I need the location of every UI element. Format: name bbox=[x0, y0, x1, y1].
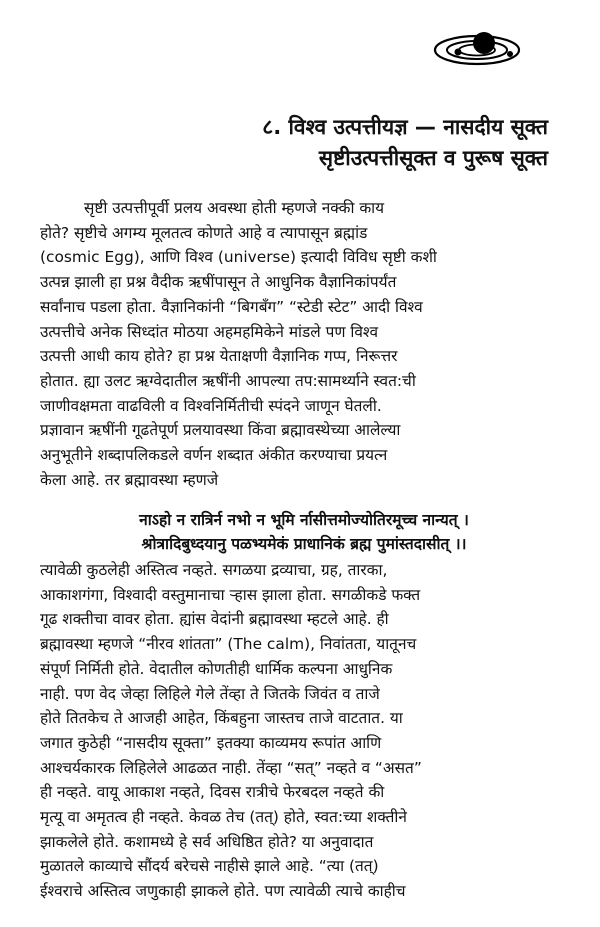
text-line: त्यावेळी कुठलेही अस्तित्व नव्हते. सगळया द्रव्याचा, ग्रह, तारका, bbox=[40, 561, 388, 579]
text-line: नाही. पण वेद जेव्हा लिहिले गेले तेंव्हा ते जितके जिवंत व ताजे bbox=[40, 684, 380, 703]
text-line: गूढ शक्तीचा वावर होता. ह्यांस वेदांनी ब्रह्मावस्था म्हटले आहे. ही bbox=[40, 610, 389, 629]
text-line: होते तितकेच ते आजही आहेत, किंबहुना जास्तच ताजे वाटतात. या bbox=[40, 709, 403, 728]
title-line-1: ८. विश्व उत्पत्तीयज्ञ — नासदीय सूक्त bbox=[262, 115, 548, 139]
text-line: संपूर्ण निर्मिती होते. वेदातील कोणतीही धार्मिक कल्पना आधुनिक bbox=[40, 659, 393, 678]
paragraph-2 bbox=[40, 558, 568, 904]
text-line: ब्रह्मावस्था म्हणजे “नीरव शांतता” (The calm), निवांतता, यातूनच bbox=[40, 635, 417, 654]
text-line: ईश्वराचे अस्तित्व जणुकाही झाकले होते. पण त्यावेळी त्याचे काहीच bbox=[40, 882, 406, 901]
text-line: होते? सृष्टीचे अगम्य मूलतत्व कोणते आहे व त्यापासून ब्रह्मांड bbox=[40, 223, 368, 242]
text-line: (cosmic Egg), आणि विश्व (universe) इत्यादी विविध सृष्टी कशी bbox=[40, 248, 437, 267]
text-line: अनुभूतीने शब्दापलिकडले वर्णन शब्दात अंकीत करण्याचा प्रयत्न bbox=[40, 446, 388, 465]
text-line: झाकलेले होते. कशामध्ये हे सर्व अधिष्ठित होते? या अनुवादात bbox=[40, 832, 374, 851]
text-line: जगात कुठेही “नासदीय सूक्ता” इतक्या काव्यमय रूपांत आणि bbox=[40, 733, 382, 752]
text-line: आश्चर्यकारक लिहिलेले आढळत नाही. तेंव्हा “सत्” नव्हते व “असत” bbox=[40, 758, 422, 777]
title-line-2: सृष्टीउत्पत्तीसूक्त व पुरूष सूक्त bbox=[318, 146, 548, 170]
text-line: जाणीवक्षमता वाढविली व विश्वनिर्मितीची स्पंदने जाणून घेतली. bbox=[40, 396, 382, 415]
text-line: ही नव्हते. वायू आकाश नव्हते, दिवस रात्रीचे फेरबदल नव्हते की bbox=[40, 783, 385, 802]
text-line: मुळातले काव्याचे सौंदर्य बरेचसे नाहीसे झाले आहे. “त्या (तत्) bbox=[40, 857, 379, 876]
chapter-title bbox=[262, 112, 548, 174]
text-line: होतात. ह्या उलट ऋग्वेदातील ऋषींनी आपल्या तप:सामर्थ्याने स्वत:ची bbox=[40, 371, 416, 390]
verse-line-1: नाऽहो न रात्रिर्न नभो न भूमि र्नासीत्तमोज्योतिरमूच्च नान्यत् । bbox=[139, 511, 469, 529]
text-line: उत्पत्ती आधी काय होते? हा प्रश्न येताक्षणी वैज्ञानिक गप्प, निरूत्तर bbox=[40, 347, 398, 366]
verse-line-2: श्रोत्रादिबुध्दयानु पळभ्यमेकं प्राधानिकं ब्रह्म पुमांस्तदासीत् ।। bbox=[141, 535, 467, 553]
text-line: आकाशगंगा, विश्वादी वस्तुमानाचा ऱ्हास झाला होता. सगळीकडे फक्त bbox=[40, 585, 421, 604]
orbit-logo-icon bbox=[432, 18, 522, 78]
text-line: सर्वांनाच पडला होता. वैज्ञानिकांनी “बिगबँग” “स्टेडी स्टेट” आदी विश्व bbox=[40, 297, 423, 316]
paragraph-1 bbox=[40, 196, 568, 492]
text-line: प्रज्ञावान ऋषींनी गूढतेपूर्ण प्रलयावस्था किंवा ब्रह्मावस्थेच्या आलेल्या bbox=[40, 421, 401, 440]
text-line: मृत्यू वा अमृतत्व ही नव्हते. केवळ तेच (तत्) होते, स्वत:च्या शक्तीने bbox=[40, 808, 407, 827]
text-line: उत्पन्न झाली हा प्रश्न वैदीक ऋषींपासून ते आधुनिक वैज्ञानिकांपर्यंत bbox=[40, 273, 397, 292]
text-line: केला आहे. तर ब्रह्मावस्था म्हणजे bbox=[40, 470, 219, 489]
text-line: उत्पत्तीचे अनेक सिध्दांत मोठया अहमहमिकेने मांडले पण विश्व bbox=[40, 322, 379, 341]
text-line: सृष्टी उत्पत्तीपूर्वी प्रलय अवस्था होती म्हणजे नक्की काय bbox=[84, 199, 385, 217]
sanskrit-verse bbox=[40, 508, 568, 556]
